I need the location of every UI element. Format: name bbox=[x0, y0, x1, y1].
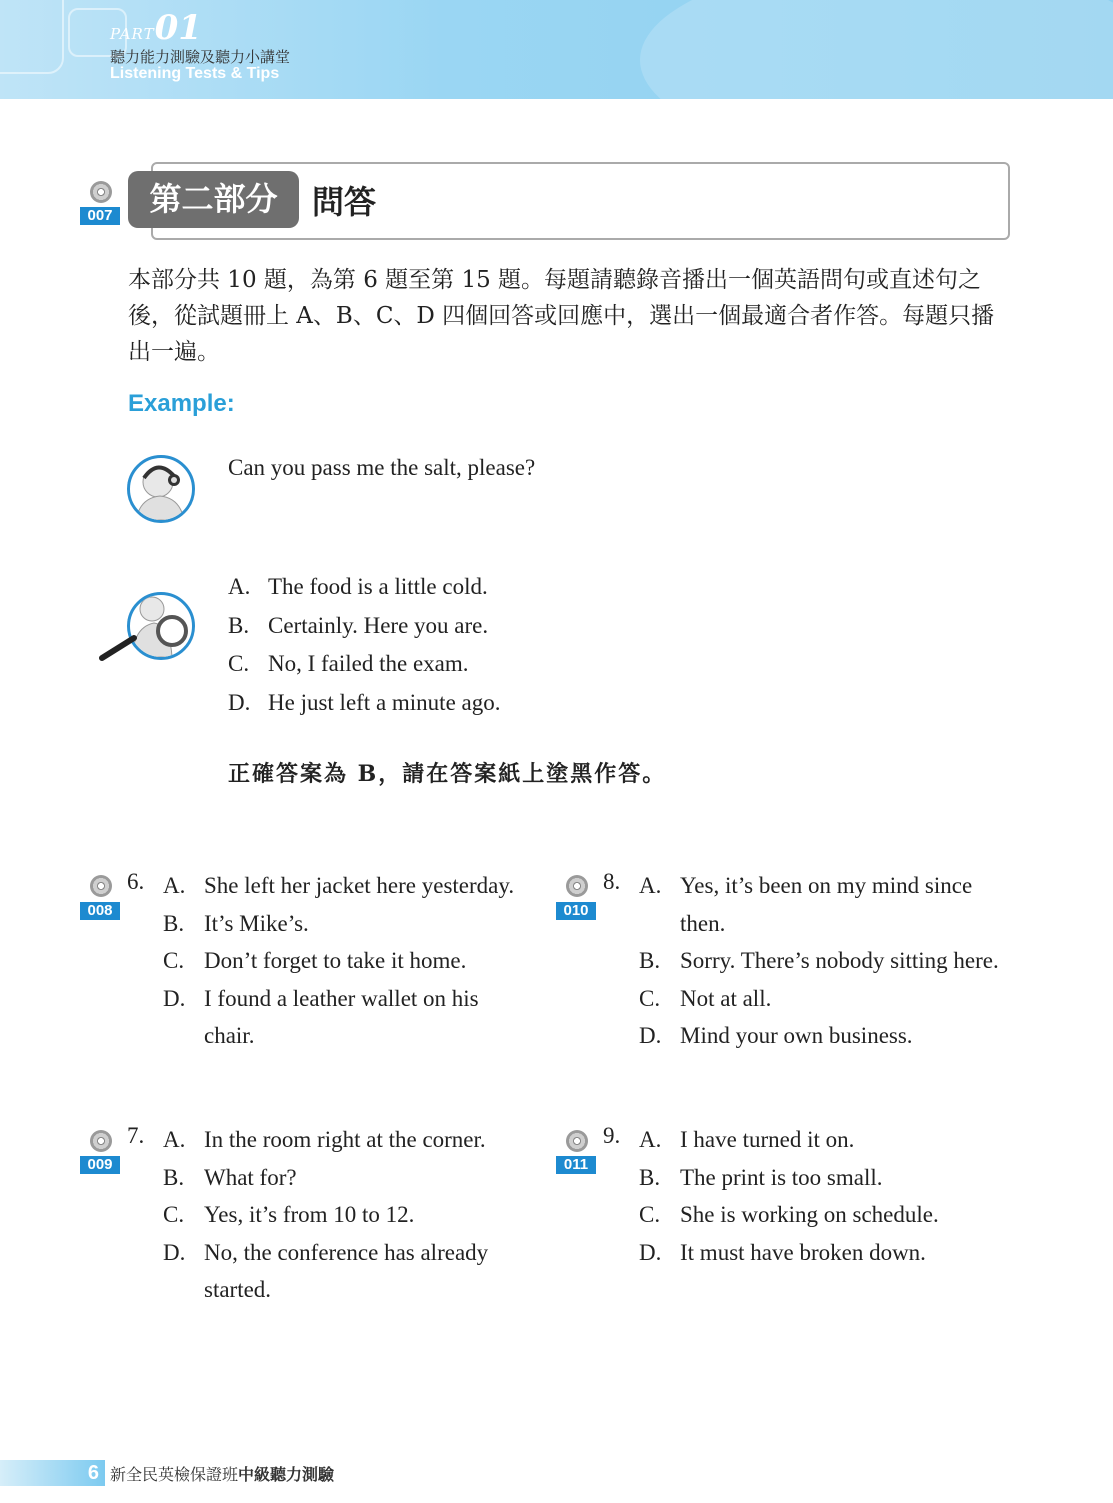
list-item: B. It’s Mike’s. bbox=[163, 910, 309, 936]
track-number: 008 bbox=[80, 902, 120, 920]
list-item: C. No, I failed the exam. bbox=[228, 651, 469, 676]
list-item: D. No, the conference has already started. bbox=[163, 1239, 489, 1302]
example-heading: Example: bbox=[128, 390, 235, 417]
cd-icon bbox=[90, 181, 112, 203]
list-item: A. Yes, it’s been on my mind since then. bbox=[639, 873, 973, 936]
question-options bbox=[163, 1121, 523, 1309]
list-item: C. She is working on schedule. bbox=[639, 1202, 939, 1227]
cd-icon bbox=[566, 1130, 588, 1152]
question-number: 9. bbox=[603, 1123, 621, 1148]
header-decoration bbox=[0, 0, 64, 74]
track-number: 009 bbox=[80, 1156, 120, 1174]
question-number: 6. bbox=[127, 869, 145, 894]
track-number: 007 bbox=[80, 207, 120, 225]
question-options bbox=[163, 867, 523, 1055]
list-item: D. It must have broken down. bbox=[639, 1239, 926, 1265]
speaker-headset-icon bbox=[127, 455, 195, 523]
example-options bbox=[228, 568, 501, 722]
question-number: 8. bbox=[603, 869, 621, 894]
section-label: 第二部分 bbox=[128, 171, 299, 228]
list-item: A. She left her jacket here yesterday. bbox=[163, 873, 515, 898]
list-item: D. Mind your own business. bbox=[639, 1023, 913, 1048]
section-title: 問答 bbox=[312, 183, 377, 221]
page-footer bbox=[0, 1460, 105, 1486]
list-item: C. Yes, it’s from 10 to 12. bbox=[163, 1202, 415, 1227]
list-item: D. He just left a minute ago. bbox=[228, 689, 501, 715]
example-question: Can you pass me the salt, please? bbox=[228, 455, 536, 480]
question-number: 7. bbox=[127, 1123, 145, 1148]
cd-icon bbox=[90, 1130, 112, 1152]
header-title-zh: 聽力能力測驗及聽力小講堂 bbox=[110, 48, 291, 66]
question-options bbox=[639, 1121, 999, 1271]
list-item: C. Don’t forget to take it home. bbox=[163, 948, 467, 973]
header-title-en: Listening Tests & Tips bbox=[110, 65, 280, 82]
instructions: 本部分共 10 題，為第 6 題至第 15 題。每題請聽錄音播出一個英語問句或直述句之後，從試題冊上 A、B、C、D 四個回答或回應中，選出一個最適合者作答。每題只播出一遍。 bbox=[128, 267, 995, 365]
cd-icon bbox=[566, 875, 588, 897]
answer-note: 正確答案為 B，請在答案紙上塗黑作答。 bbox=[228, 761, 667, 787]
list-item: C. Not at all. bbox=[639, 985, 772, 1011]
track-number: 011 bbox=[556, 1156, 596, 1174]
list-item: A. In the room right at the corner. bbox=[163, 1127, 486, 1152]
list-item: B. What for? bbox=[163, 1164, 297, 1190]
book-title: 新全民英檢保證班中級聽力測驗 bbox=[110, 1465, 335, 1484]
header-decoration bbox=[640, 0, 1113, 99]
list-item: B. The print is too small. bbox=[639, 1164, 883, 1190]
question-options bbox=[639, 867, 999, 1055]
page-header bbox=[0, 0, 1113, 99]
list-item: A. The food is a little cold. bbox=[228, 574, 488, 599]
cd-icon bbox=[90, 875, 112, 897]
part-label: PART01 bbox=[110, 8, 202, 48]
track-number: 010 bbox=[556, 902, 596, 920]
list-item: D. I found a leather wallet on his chair. bbox=[163, 985, 479, 1048]
list-item: A. I have turned it on. bbox=[639, 1127, 855, 1152]
magnifier-handle-icon bbox=[98, 630, 138, 662]
list-item: B. Certainly. Here you are. bbox=[228, 612, 489, 638]
page-number: 6 bbox=[87, 1462, 99, 1484]
list-item: B. Sorry. There’s nobody sitting here. bbox=[639, 948, 999, 973]
